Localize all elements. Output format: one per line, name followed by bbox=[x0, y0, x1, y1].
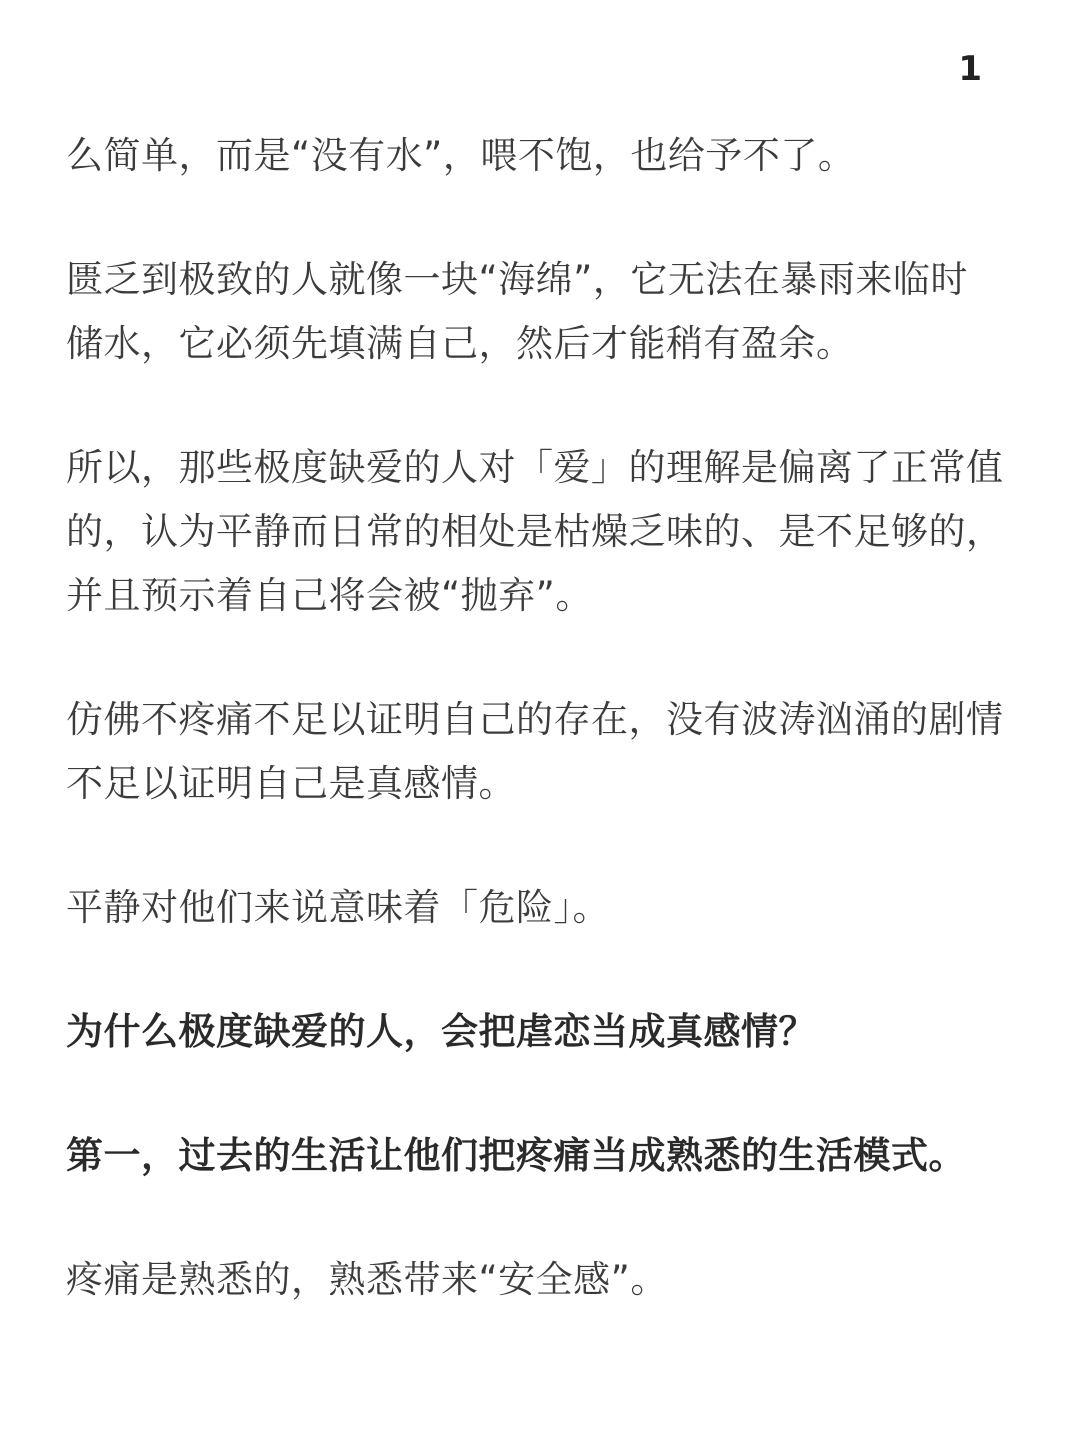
text-line: 么简单，而是“没有水”，喂不饱，也给予不了。 bbox=[66, 134, 856, 177]
page-number: 1 bbox=[958, 49, 982, 89]
paragraph bbox=[66, 1248, 1026, 1312]
paragraph bbox=[66, 124, 1026, 188]
paragraph bbox=[66, 248, 1026, 376]
paragraph bbox=[66, 688, 1026, 816]
text-line: 的，认为平静而日常的相处是枯燥乏味的、是不足够的， bbox=[66, 510, 1004, 553]
text-line: 为什么极度缺爱的人，会把虐恋当成真感情？ bbox=[66, 1010, 816, 1053]
text-line: 不足以证明自己是真感情。 bbox=[66, 762, 516, 805]
paragraph bbox=[66, 436, 1026, 628]
text-line: 所以，那些极度缺爱的人对「爱」的理解是偏离了正常值 bbox=[66, 446, 1004, 489]
section-subheading bbox=[66, 1124, 1026, 1188]
text-line: 第一，过去的生活让他们把疼痛当成熟悉的生活模式。 bbox=[66, 1134, 966, 1177]
text-line: 储水，它必须先填满自己，然后才能稍有盈余。 bbox=[66, 322, 854, 365]
text-line: 平静对他们来说意味着「危险」。 bbox=[66, 886, 610, 929]
text-line: 疼痛是熟悉的，熟悉带来“安全感”。 bbox=[66, 1258, 668, 1301]
article-body bbox=[66, 124, 1026, 1372]
paragraph bbox=[66, 876, 1026, 940]
section-heading bbox=[66, 1000, 1026, 1064]
text-line: 并且预示着自己将会被“抛弃”。 bbox=[66, 574, 593, 617]
text-line: 匮乏到极致的人就像一块“海绵”，它无法在暴雨来临时 bbox=[66, 258, 968, 301]
text-line: 仿佛不疼痛不足以证明自己的存在，没有波涛汹涌的剧情 bbox=[66, 698, 1004, 741]
